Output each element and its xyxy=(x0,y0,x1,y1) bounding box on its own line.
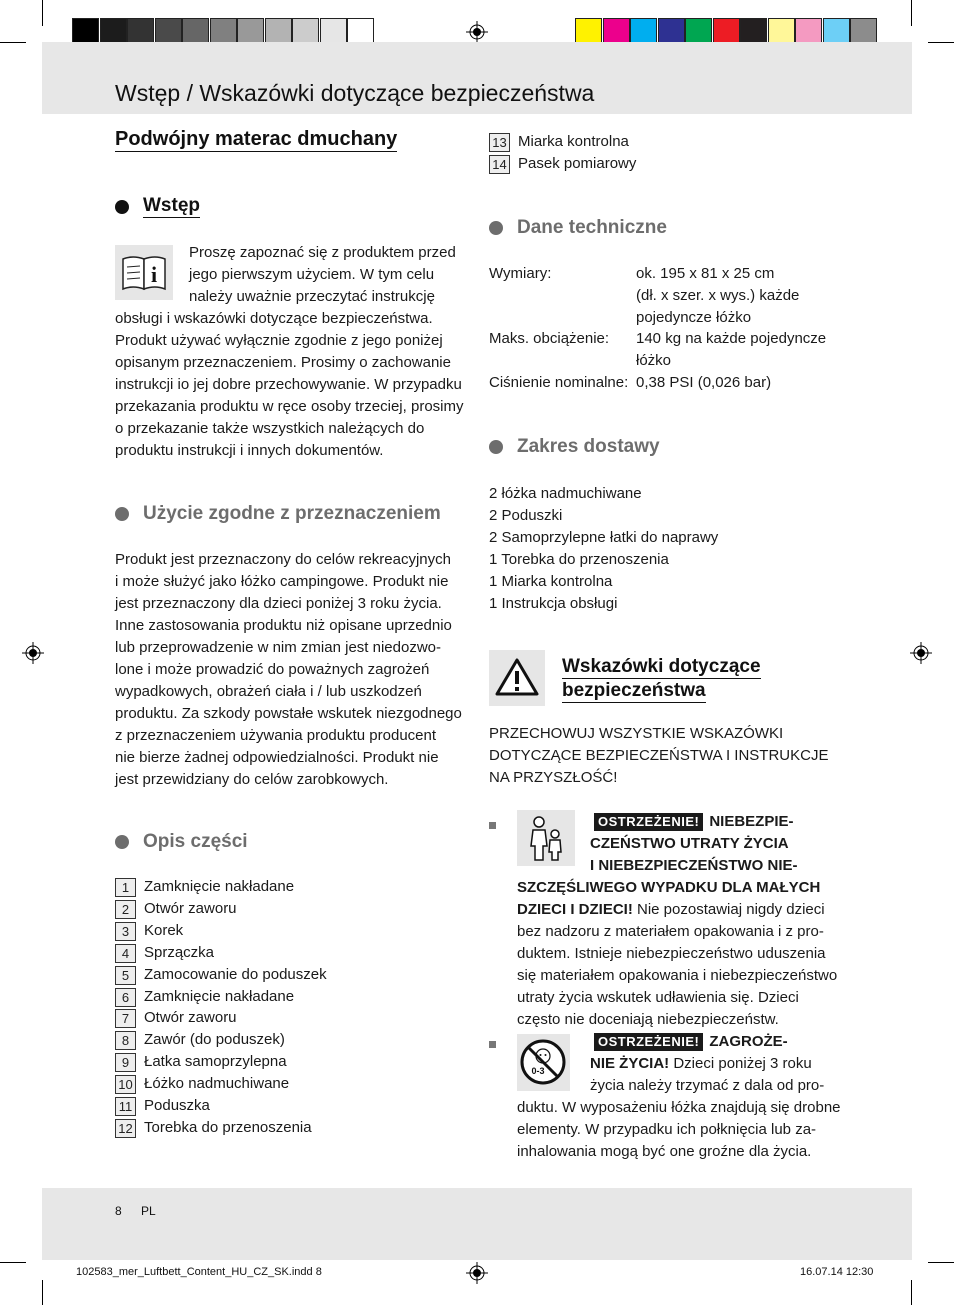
color-swatch xyxy=(630,18,657,45)
color-swatch xyxy=(237,18,264,45)
crop-mark xyxy=(0,42,26,43)
bullet-dot xyxy=(489,440,503,454)
part-number: 8 xyxy=(115,1031,136,1050)
part-number: 7 xyxy=(115,1009,136,1028)
part-number: 13 xyxy=(489,133,510,152)
warning-badge: OSTRZEŻENIE! xyxy=(594,813,703,831)
intro-text-beside-icon: Proszę zapoznać się z produktem przed jego pierwszym użyciem. W tym celu należy uważnie przeczytać instrukcję xyxy=(189,244,456,305)
bullet-dot xyxy=(115,507,129,521)
color-swatch xyxy=(795,18,822,45)
color-swatch xyxy=(575,18,602,45)
part-number: 2 xyxy=(115,900,136,919)
part-number: 10 xyxy=(115,1075,136,1094)
color-swatch xyxy=(265,18,292,45)
color-swatch xyxy=(182,18,209,45)
section-heading-delivery: Zakres dostawy xyxy=(489,436,660,458)
color-swatch xyxy=(823,18,850,45)
crop-mark xyxy=(42,0,43,26)
tech-value-dimensions: ok. 195 x 81 x 25 cm (dł. x szer. x wys.) każde pojedyncze łóżko xyxy=(636,265,800,326)
crop-mark xyxy=(911,0,912,26)
color-swatch xyxy=(685,18,712,45)
warning-1-bold-lines: CZEŃSTWO UTRATY ŻYCIA I NIEBEZPIECZEŃSTWO NIE- xyxy=(590,835,798,874)
registration-mark-icon xyxy=(910,642,932,664)
warning-badge: OSTRZEŻENIE! xyxy=(594,1033,703,1051)
child-supervision-icon xyxy=(517,810,575,866)
info-book-icon xyxy=(115,245,173,300)
part-label: Łatka samoprzylepna xyxy=(144,1053,287,1071)
part-number: 12 xyxy=(115,1119,136,1138)
section-heading-tech: Dane techniczne xyxy=(489,217,667,239)
crop-mark xyxy=(0,1262,26,1263)
part-number: 3 xyxy=(115,922,136,941)
part-label: Pasek pomiarowy xyxy=(518,155,637,172)
section-heading-parts: Opis części xyxy=(115,831,248,853)
crop-mark xyxy=(911,1280,912,1305)
page-number: 8 xyxy=(115,1204,122,1218)
tech-value-pressure: 0,38 PSI (0,026 bar) xyxy=(636,374,772,391)
part-label: Zamknięcie nakładane xyxy=(144,987,295,1005)
warning-triangle-icon xyxy=(489,650,545,706)
footer-band xyxy=(42,1188,912,1260)
registration-mark-icon xyxy=(466,21,488,43)
warning-1-mixed-line: DZIECI I DZIECI! Nie pozostawiaj nigdy dzieci xyxy=(517,901,825,918)
warning-2-text: duktu. W wyposażeniu łóżka znajdują się drobne elementy. W przypadku ich połknięcia lub za- inhalowania mogą być one groźne dla życia. xyxy=(517,1099,841,1160)
color-swatch xyxy=(768,18,795,45)
part-number: 4 xyxy=(115,944,136,963)
list-item: 2 łóżka nadmuchiwane xyxy=(489,485,642,502)
crop-mark xyxy=(928,42,954,43)
safety-caps-notice: PRZECHOWUJ WSZYSTKIE WSKAZÓWKI DOTYCZĄCE BEZPIECZEŃSTWA I INSTRUKCJE NA PRZYSZŁOŚĆ! xyxy=(489,725,829,786)
bullet-square xyxy=(489,1041,496,1048)
part-label: Zamknięcie nakładane xyxy=(144,878,295,895)
tech-value-max-load: 140 kg na każde pojedyncze łóżko xyxy=(636,330,827,369)
age-icon-label: 0-3 xyxy=(531,1066,545,1076)
part-label: Otwór zaworu xyxy=(144,899,237,917)
registration-mark-icon xyxy=(22,642,44,664)
color-swatch xyxy=(713,18,740,45)
part-label: Torebka do przenoszenia xyxy=(144,1118,312,1136)
language-code: PL xyxy=(141,1204,156,1218)
warning-2-mixed-line: NIE ŻYCIA! Dzieci poniżej 3 roku xyxy=(590,1055,812,1072)
part-label: Miarka kontrolna xyxy=(518,133,629,150)
list-item: 1 Torebka do przenoszenia xyxy=(489,551,669,568)
section-heading-intended-use: Użycie zgodne z przeznaczeniem xyxy=(115,503,441,525)
part-number: 14 xyxy=(489,155,510,174)
part-number: 5 xyxy=(115,966,136,985)
part-number: 6 xyxy=(115,988,136,1007)
color-swatch xyxy=(658,18,685,45)
product-title: Podwójny materac dmuchany xyxy=(115,128,398,150)
list-item: 1 Instrukcja obsługi xyxy=(489,595,618,612)
color-swatch xyxy=(320,18,347,45)
registration-mark-icon xyxy=(466,1262,488,1284)
safety-heading: Wskazówki dotyczące bezpieczeństwa xyxy=(562,656,761,701)
intro-text: obsługi i wskazówki dotyczące bezpieczeństwa. Produkt używać wyłącznie zgodnie z jego poniżej opisanym przeznaczeniem. Prosimy o zachowanie instrukcji io jej dobre przechowywanie. W przypadku przekazania produktu w ręce osoby trzeciej, prosimy o przekazanie także wszystkich należących do produktu instrukcji i innych dokumentów. xyxy=(115,310,464,459)
bullet-dot xyxy=(115,200,129,214)
color-swatch xyxy=(603,18,630,45)
svg-text:i: i xyxy=(150,262,158,287)
list-item: 1 Miarka kontrolna xyxy=(489,573,613,590)
crop-mark xyxy=(42,1280,43,1305)
page-header-title: Wstęp / Wskazówki dotyczące bezpieczeństwa xyxy=(115,80,595,106)
color-swatch xyxy=(740,18,767,45)
section-heading-intro: Wstęp xyxy=(115,195,200,218)
part-label: Zawór (do poduszek) xyxy=(144,1031,285,1049)
color-swatch xyxy=(72,18,99,45)
warning-2-text-beside: życia należy trzymać z dala od pro- xyxy=(590,1077,825,1094)
tech-label-max-load: Maks. obciążenie: xyxy=(489,330,610,347)
warning-1-first-line: OSTRZEŻENIE! NIEBEZPIE- xyxy=(590,811,794,833)
color-swatch xyxy=(155,18,182,45)
warning-1-bold-line-wide: SZCZĘŚLIWEGO WYPADKU DLA MAŁYCH xyxy=(517,879,821,896)
color-swatch xyxy=(127,18,154,45)
part-number: 11 xyxy=(115,1097,136,1116)
warning-1-text: bez nadzoru z materiałem opakowania i z pro- duktem. Istnieje niebezpieczeństwo uduszenia się materiałem opakowania i niebezpieczeństwo utraty życia wskutek udławienia się. Dzieci często nie doceniają niebezpieczeństw. xyxy=(517,923,838,1028)
warning-2-first-line: OSTRZEŻENIE! ZAGROŻE- xyxy=(590,1031,788,1053)
bullet-square xyxy=(489,822,496,829)
color-swatch xyxy=(210,18,237,45)
part-label: Sprzączka xyxy=(144,943,215,961)
part-label: Łóżko nadmuchiwane xyxy=(144,1075,290,1093)
bullet-dot xyxy=(115,835,129,849)
tech-label-dimensions: Wymiary: xyxy=(489,265,552,282)
part-number: 1 xyxy=(115,878,136,897)
intended-use-text: Produkt jest przeznaczony do celów rekreacyjnych i może służyć jako łóżko campingowe. Produkt nie jest przeznaczony dla dzieci poniżej 3 roku życia. Inne zastosowania produktu niż opisane uprzednio lub przeprowadzenie w nim zmian jest niedozwo- lone i może prowadzić do poważnych zagrożeń wypadkowych, obrażeń ciała i / lub uszkodzeń produktu. Za szkody powstałe wskutek niezgodnego z przeznaczeniem używania produktu producent nie bierze żadnej odpowiedzialności. Produkt nie jest przewidziany do celów zarobkowych. xyxy=(115,551,462,788)
file-timestamp: 16.07.14 12:30 xyxy=(800,1266,874,1278)
color-swatch xyxy=(850,18,877,45)
tech-label-pressure: Ciśnienie nominalne: xyxy=(489,374,629,391)
color-swatch xyxy=(292,18,319,45)
part-label: Korek xyxy=(144,921,184,939)
part-label: Zamocowanie do poduszek xyxy=(144,965,327,983)
crop-mark xyxy=(928,1262,954,1263)
file-name: 102583_mer_Luftbett_Content_HU_CZ_SK.indd 8 xyxy=(76,1266,322,1278)
list-item: 2 Poduszki xyxy=(489,507,563,524)
bullet-dot xyxy=(489,221,503,235)
color-swatch xyxy=(347,18,374,45)
part-label: Poduszka xyxy=(144,1097,210,1114)
color-swatch xyxy=(100,18,127,45)
list-item: 2 Samoprzylepne łatki do naprawy xyxy=(489,529,719,546)
age-0-3-prohibited-icon xyxy=(517,1034,570,1091)
delivery-list xyxy=(489,483,718,615)
part-label: Otwór zaworu xyxy=(144,1009,237,1027)
part-number: 9 xyxy=(115,1053,136,1072)
